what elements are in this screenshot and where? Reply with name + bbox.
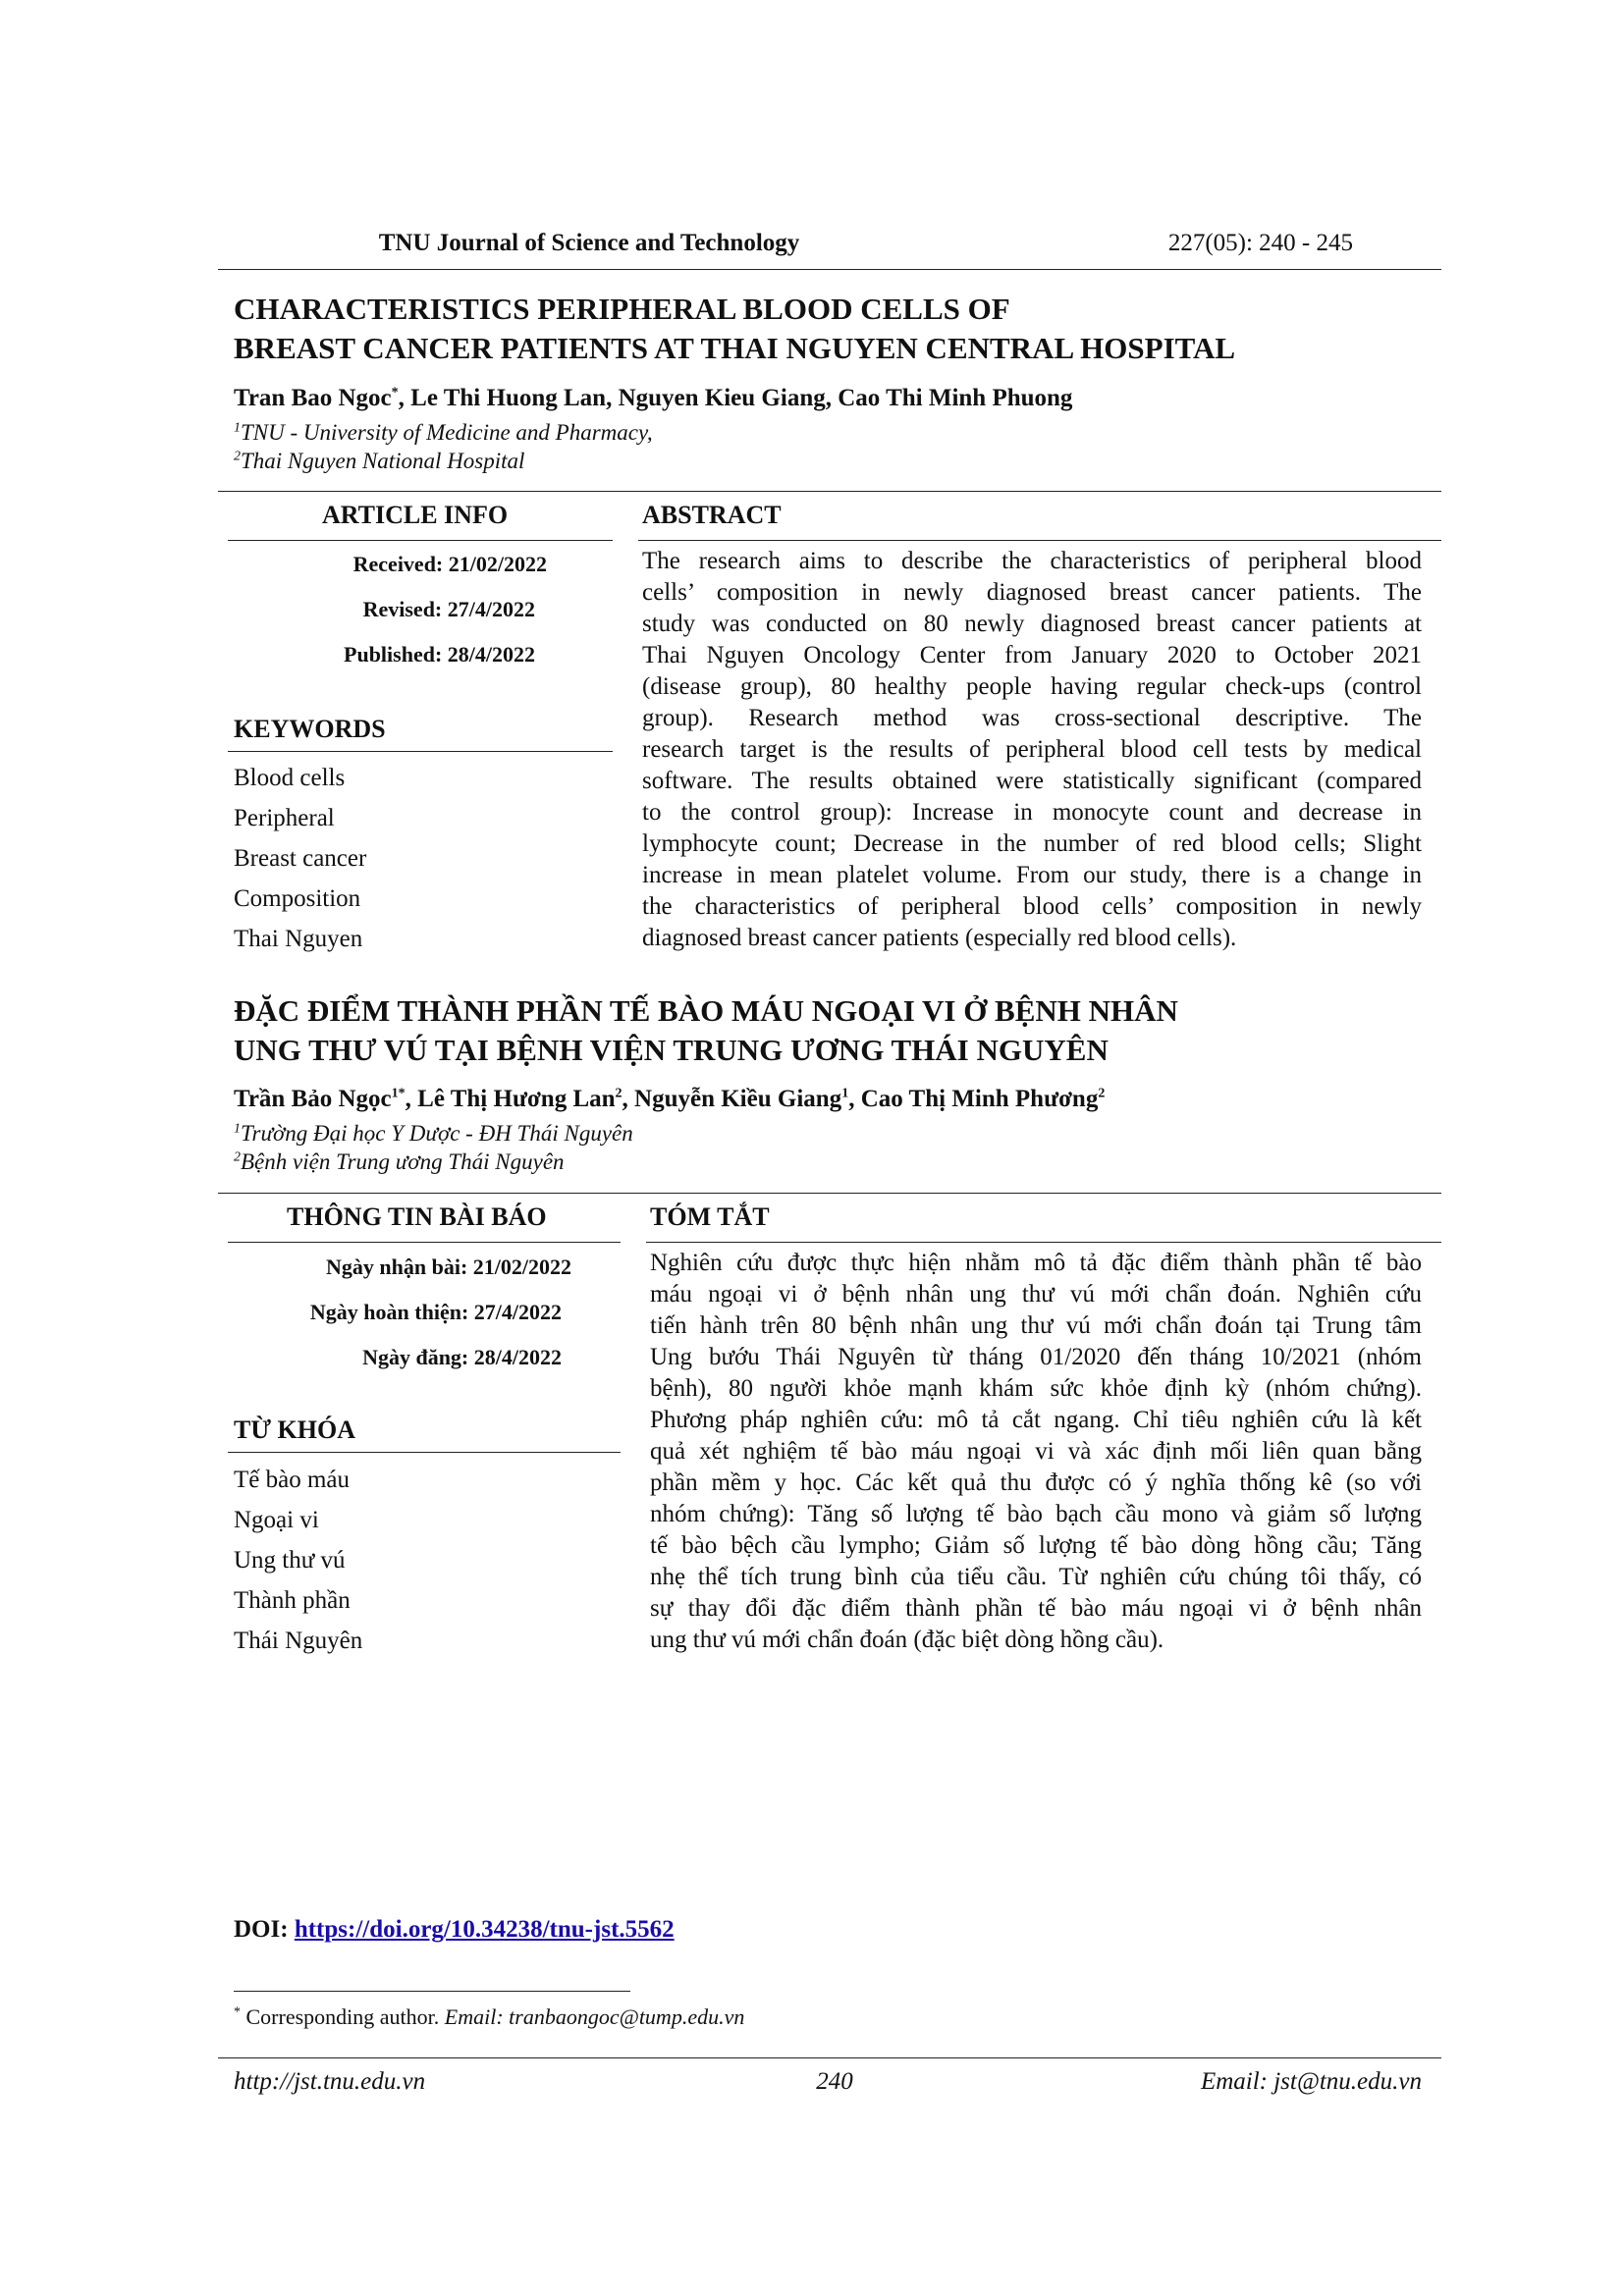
vietnamese-affiliations bbox=[234, 1119, 1117, 1176]
volume-pages: 227(05): 240 - 245 bbox=[1167, 230, 1353, 256]
english-title bbox=[234, 290, 1412, 368]
journal-name: TNU Journal of Science and Technology bbox=[378, 230, 800, 256]
author-affil-mark: 2 bbox=[615, 1086, 623, 1101]
english-title-line1: CHARACTERISTICS PERIPHERAL BLOOD CELLS OF bbox=[234, 292, 1010, 326]
keyword: Blood cells bbox=[234, 765, 346, 791]
keyword: Ung thư vú bbox=[234, 1547, 346, 1574]
english-title-line2: BREAST CANCER PATIENTS AT THAI NGUYEN CENTRAL HOSPITAL bbox=[234, 331, 1236, 365]
author-separator: , bbox=[848, 1086, 861, 1112]
keyword: Peripheral bbox=[234, 805, 335, 831]
vietnamese-authors bbox=[234, 1086, 1412, 1113]
keyword: Composition bbox=[234, 885, 361, 912]
english-affiliations bbox=[234, 418, 1117, 475]
affiliation-text: Bệnh viện Trung ương Thái Nguyên bbox=[241, 1149, 565, 1174]
header-rule bbox=[218, 269, 1441, 270]
abstract-line: nhóm chứng): Tăng số lượng tế bào bạch cầu mono và giảm số lượng bbox=[650, 1501, 1422, 1527]
vi-table-top-rule bbox=[218, 1193, 1441, 1194]
abstract-line: research target is the results of peripheral blood cell tests by medical bbox=[642, 736, 1422, 763]
footnote bbox=[234, 2004, 744, 2030]
affiliation-number: 1 bbox=[234, 420, 241, 436]
footer-rule bbox=[218, 2057, 1441, 2058]
vi-abstract-heading: TÓM TẮT bbox=[650, 1202, 770, 1231]
keyword: Breast cancer bbox=[234, 845, 367, 872]
abstract-line: nhẹ thể tích trung bình của tiểu cầu. Từ nghiên cứu chúng tôi thấy, có bbox=[650, 1564, 1422, 1590]
page-number: 240 bbox=[816, 2068, 853, 2095]
author-name: Nguyễn Kiều Giang bbox=[634, 1086, 842, 1112]
doi bbox=[234, 1916, 675, 1944]
abstract-line: lymphocyte count; Decrease in the number of red blood cells; Slight bbox=[642, 830, 1422, 857]
abstract-line: group). Research method was cross-sectional descriptive. The bbox=[642, 705, 1422, 731]
english-abstract bbox=[642, 546, 1422, 954]
affiliation-1 bbox=[234, 1119, 1117, 1148]
abstract-rule bbox=[638, 540, 1441, 541]
footer-email: Email: jst@tnu.edu.vn bbox=[1200, 2068, 1422, 2095]
abstract-line: Thai Nguyen Oncology Center from January 2020 to October 2021 bbox=[642, 642, 1422, 668]
keywords-list bbox=[234, 758, 366, 959]
table-top-rule bbox=[218, 491, 1441, 492]
author-name: Lê Thị Hương Lan bbox=[417, 1086, 616, 1112]
abstract-line: bệnh), 80 người khỏe mạnh khám sức khỏe định kỳ (nhóm chứng). bbox=[650, 1375, 1422, 1402]
author-name: Cao Thị Minh Phương bbox=[860, 1086, 1099, 1112]
corresponding-mark: * bbox=[391, 385, 399, 400]
vietnamese-title bbox=[234, 991, 1412, 1070]
author-affil-mark: 1 bbox=[841, 1086, 849, 1101]
author-affil-mark: 2 bbox=[1098, 1086, 1106, 1101]
abstract-line: tiến hành trên 80 bệnh nhân ung thư vú mới chẩn đoán tại Trung tâm bbox=[650, 1312, 1422, 1339]
affiliation-number: 2 bbox=[234, 449, 241, 464]
article-info-heading: ARTICLE INFO bbox=[322, 501, 509, 529]
abstract-line: the characteristics of peripheral blood cells’ composition in newly bbox=[642, 893, 1422, 920]
vi-abstract-rule bbox=[646, 1242, 1441, 1243]
vi-published-date: Ngày đăng: 28/4/2022 bbox=[362, 1345, 562, 1369]
affiliation-number: 1 bbox=[234, 1121, 241, 1137]
vi-keywords-heading: TỪ KHÓA bbox=[234, 1415, 355, 1444]
keywords-rule bbox=[228, 751, 613, 752]
keywords-heading: KEYWORDS bbox=[234, 715, 386, 743]
footnote-mark: * bbox=[234, 2004, 241, 2020]
abstract-line: quả xét nghiệm tế bào máu ngoại vi và xác định mối liên quan bằng bbox=[650, 1438, 1422, 1465]
author-separator: , bbox=[622, 1086, 635, 1112]
affiliation-2 bbox=[234, 1148, 1117, 1176]
vi-revised-date: Ngày hoàn thiện: 27/4/2022 bbox=[309, 1300, 562, 1324]
abstract-line: tế bào bệch cầu lympho; Giảm số lượng tế bào dòng hồng cầu; Tăng bbox=[650, 1532, 1422, 1559]
abstract-line: máu ngoại vi ở bệnh nhân ung thư vú mới chẩn đoán. Nghiên cứu bbox=[650, 1281, 1422, 1308]
abstract-line: Phương pháp nghiên cứu: mô tả cắt ngang. Chỉ tiêu nghiên cứu là kết bbox=[650, 1407, 1422, 1433]
received-date: Received: 21/02/2022 bbox=[352, 552, 547, 576]
footer-url: http://jst.tnu.edu.vn bbox=[234, 2068, 426, 2095]
vi-keywords-rule bbox=[228, 1452, 621, 1453]
author-name: Trần Bảo Ngọc bbox=[234, 1086, 392, 1112]
affiliation-2 bbox=[234, 447, 1117, 475]
vi-info-rule bbox=[228, 1242, 621, 1243]
abstract-line: study was conducted on 80 newly diagnosed breast cancer patients at bbox=[642, 611, 1422, 637]
abstract-line: The research aims to describe the characteristics of peripheral blood bbox=[642, 548, 1422, 574]
keyword: Thành phần bbox=[234, 1587, 351, 1614]
abstract-line: sự thay đổi đặc điểm thành phần tế bào máu ngoại vi ở bệnh nhân bbox=[650, 1595, 1422, 1622]
abstract-line: Nghiên cứu được thực hiện nhằm mô tả đặc điểm thành phần tế bào bbox=[650, 1250, 1422, 1276]
affiliation-text: Thai Nguyen National Hospital bbox=[241, 449, 525, 473]
keyword: Ngoại vi bbox=[234, 1507, 319, 1533]
abstract-line: software. The results obtained were statistically significant (compared bbox=[642, 768, 1422, 794]
abstract-line: cells’ composition in newly diagnosed breast cancer patients. The bbox=[642, 579, 1422, 606]
vietnamese-title-line1: ĐẶC ĐIỂM THÀNH PHẦN TẾ BÀO MÁU NGOẠI VI Ở BỆNH NHÂN bbox=[234, 993, 1178, 1028]
abstract-line: phần mềm y học. Các kết quả thu được có ý nghĩa thống kê (so với bbox=[650, 1469, 1422, 1496]
info-rule bbox=[228, 540, 613, 541]
author-affil-mark: 1* bbox=[391, 1086, 406, 1101]
first-author: Tran Bao Ngoc bbox=[234, 385, 392, 411]
affiliation-text: TNU - University of Medicine and Pharmacy, bbox=[241, 420, 653, 445]
abstract-line: (disease group), 80 healthy people having regular check-ups (control bbox=[642, 673, 1422, 700]
keyword: Tế bào máu bbox=[234, 1467, 351, 1493]
footnote-rule bbox=[234, 1991, 630, 1992]
vi-received-date: Ngày nhận bài: 21/02/2022 bbox=[326, 1255, 571, 1279]
abstract-line: ung thư vú mới chẩn đoán (đặc biệt dòng hồng cầu). bbox=[650, 1627, 1164, 1653]
english-authors bbox=[234, 385, 1412, 412]
keyword: Thái Nguyên bbox=[234, 1628, 363, 1654]
keyword: Thai Nguyen bbox=[234, 926, 363, 952]
abstract-line: Ung bướu Thái Nguyên từ tháng 01/2020 đến tháng 10/2021 (nhóm bbox=[650, 1344, 1422, 1370]
vietnamese-title-line2: UNG THƯ VÚ TẠI BỆNH VIỆN TRUNG ƯƠNG THÁI NGUYÊN bbox=[234, 1033, 1109, 1067]
corresponding-email: Email: tranbaongoc@tump.edu.vn bbox=[444, 2004, 745, 2029]
abstract-line: diagnosed breast cancer patients (especially red blood cells). bbox=[642, 925, 1237, 951]
affiliation-number: 2 bbox=[234, 1149, 241, 1165]
affiliation-text: Trường Đại học Y Dược - ĐH Thái Nguyên bbox=[241, 1121, 633, 1146]
footnote-text: Corresponding author. bbox=[241, 2004, 445, 2029]
abstract-line: increase in mean platelet volume. From our study, there is a change in bbox=[642, 862, 1422, 888]
abstract-heading: ABSTRACT bbox=[642, 501, 782, 529]
affiliation-1 bbox=[234, 418, 1117, 447]
published-date: Published: 28/4/2022 bbox=[344, 642, 535, 667]
other-authors: , Le Thi Huong Lan, Nguyen Kieu Giang, Cao Thi Minh Phuong bbox=[398, 385, 1073, 411]
author-separator: , bbox=[405, 1086, 418, 1112]
vietnamese-abstract bbox=[650, 1248, 1422, 1656]
vi-article-info-heading: THÔNG TIN BÀI BÁO bbox=[287, 1202, 547, 1231]
doi-link[interactable]: https://doi.org/10.34238/tnu-jst.5562 bbox=[294, 1916, 675, 1943]
revised-date: Revised: 27/4/2022 bbox=[362, 597, 535, 621]
doi-label: DOI: bbox=[234, 1916, 295, 1943]
abstract-line: to the control group): Increase in monocyte count and decrease in bbox=[642, 799, 1422, 826]
vi-keywords-list bbox=[234, 1460, 362, 1661]
